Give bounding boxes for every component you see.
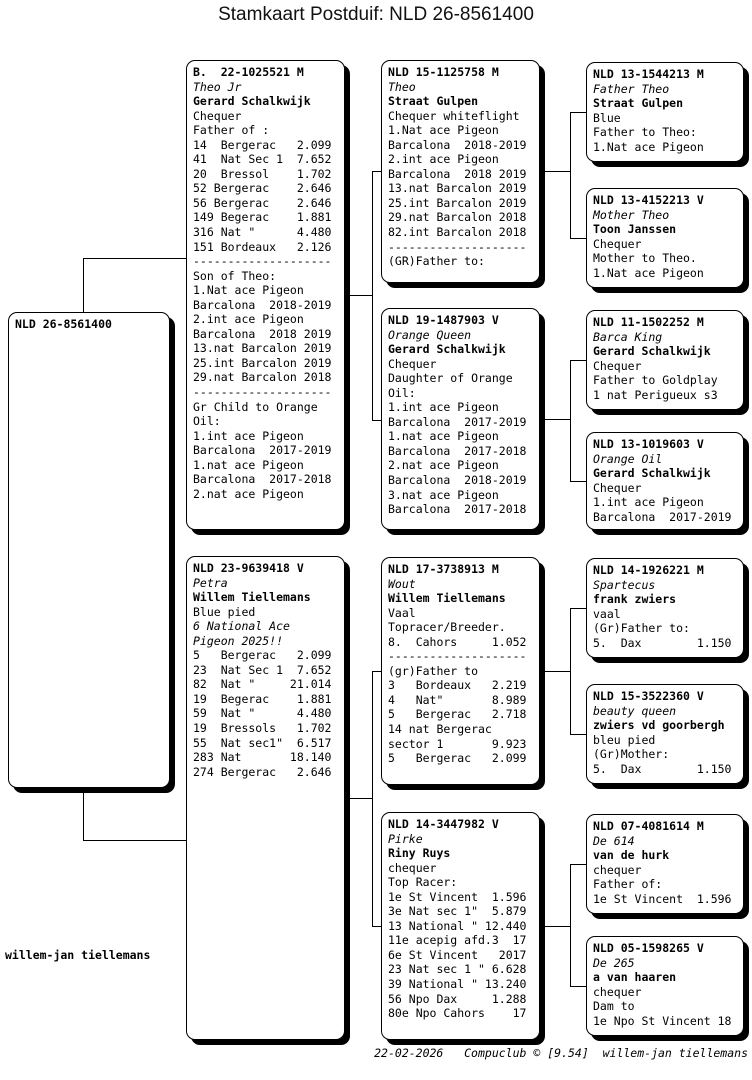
pedigree-line: Top Racer: (388, 875, 458, 890)
pedigree-box-gg8 (586, 936, 744, 1036)
pedigree-line: Barcalona 2017-2018 (388, 502, 527, 517)
pedigree-line: 80e Npo Cahors 17 (388, 1006, 527, 1021)
pedigree-line: 82 Nat " 21.014 (193, 677, 332, 692)
pedigree-line: Barcalona 2018-2019 (388, 473, 527, 488)
pedigree-line: Father Theo (593, 81, 670, 96)
pedigree-line: 39 National " 13.240 (388, 977, 527, 992)
pedigree-line: Vaal (388, 605, 416, 620)
pedigree-line: Chequer (388, 356, 437, 371)
pedigree-line: Chequer (193, 108, 242, 123)
pedigree-line: -------------------- (193, 385, 332, 400)
pedigree-line: Chequer whiteflight (388, 108, 520, 123)
pedigree-line: beauty queen (593, 703, 677, 718)
connector-line (570, 734, 586, 735)
pedigree-line: (GR)Father to: (388, 254, 485, 269)
pedigree-line: 20 Bressol 1.702 (193, 166, 332, 181)
connector-line (372, 926, 381, 927)
pedigree-line: NLD 14-3447982 V (388, 817, 499, 831)
pedigree-line: NLD 17-3738913 M (388, 562, 499, 576)
pedigree-line: Straat Gulpen (388, 94, 479, 109)
pedigree-line: 41 Nat Sec 1 7.652 (193, 152, 332, 167)
connector-line (83, 258, 84, 314)
connector-line (570, 864, 586, 865)
pedigree-line: 1.int ace Pigeon (593, 495, 704, 510)
pedigree-line: 1.Nat ace Pigeon (193, 283, 304, 298)
pedigree-line: Father of: (593, 877, 663, 892)
pedigree-line: 1.nat ace Pigeon (388, 429, 499, 444)
pedigree-line: NLD 26-8561400 (15, 317, 112, 331)
pedigree-line: 2.nat ace Pigeon (193, 486, 304, 501)
pedigree-line: 19 Bressols 1.702 (193, 721, 332, 736)
pedigree-box-gg1 (586, 62, 744, 162)
pedigree-line: NLD 23-9639418 V (193, 561, 304, 575)
pedigree-line: 56 Bergerac 2.646 (193, 195, 332, 210)
connector-line (570, 112, 586, 113)
pedigree-line: Barca King (593, 329, 663, 344)
connector-line (372, 671, 373, 927)
connector-line (570, 481, 586, 482)
pedigree-line: Pirke (388, 831, 423, 846)
pedigree-line: Spartecus (593, 577, 656, 592)
pedigree-line: a van haaren (593, 970, 677, 985)
pedigree-line: 25.int Barcalon 2019 (193, 355, 332, 370)
pedigree-line: Dam to (593, 999, 635, 1014)
connector-line (83, 258, 186, 259)
pedigree-line: 19 Begerac 1.881 (193, 691, 332, 706)
pedigree-line: Orange Queen (388, 327, 472, 342)
pedigree-line: 14 nat Bergerac (388, 722, 492, 737)
pedigree-line: 6 National Ace (193, 619, 290, 634)
pedigree-line: Gerard Schalkwijk (193, 94, 311, 109)
pedigree-line: 2.int ace Pigeon (193, 312, 304, 327)
pedigree-line: Gerard Schalkwijk (593, 466, 711, 481)
pedigree-box-mgm (381, 812, 540, 1040)
pedigree-line: Chequer (593, 358, 642, 373)
pedigree-line: bleu pied (593, 732, 656, 747)
pedigree-line: 5 Bergerac 2.718 (388, 707, 527, 722)
pedigree-line: 5 Bergerac 2.099 (388, 751, 527, 766)
pedigree-line: Gerard Schalkwijk (388, 342, 506, 357)
pedigree-line: -------------------- (193, 254, 332, 269)
connector-line (570, 360, 586, 361)
pedigree-line: Barcalona 2017-2019 (388, 414, 527, 429)
pedigree-line: 5. Dax 1.150 (593, 635, 732, 650)
pedigree-line: Barcalona 2018-2019 (193, 297, 332, 312)
connector-line (345, 295, 372, 296)
pedigree-line: Chequer (593, 480, 642, 495)
pedigree-line: 59 Nat " 4.480 (193, 706, 332, 721)
pedigree-box-gg2 (586, 188, 744, 288)
pedigree-line: 274 Bergerac 2.646 (193, 764, 332, 779)
connector-line (570, 864, 571, 987)
pedigree-line: 13.nat Barcalon 2019 (193, 341, 332, 356)
pedigree-line: NLD 19-1487903 V (388, 313, 499, 327)
pedigree-line: 82.int Barcalon 2018 (388, 225, 527, 240)
pedigree-line: (Gr)Father to: (593, 621, 690, 636)
pedigree-box-gg5 (586, 558, 744, 658)
pedigree-line: 23 Nat Sec 1 7.652 (193, 662, 332, 677)
pedigree-line: vaal (593, 606, 621, 621)
connector-line (372, 671, 381, 672)
pedigree-box-pgm (381, 308, 540, 530)
pedigree-line: 1.int ace Pigeon (193, 428, 304, 443)
pedigree-line: Petra (193, 575, 228, 590)
pedigree-line: (gr)Father to (388, 663, 479, 678)
pedigree-line: 14 Bergerac 2.099 (193, 137, 332, 152)
pedigree-line: Barcalona 2017-2019 (193, 443, 332, 458)
pedigree-line: 1e St Vincent 1.596 (388, 889, 527, 904)
owner-note: willem-jan tiellemans (5, 948, 151, 962)
pedigree-line: 25.int Barcalon 2019 (388, 195, 527, 210)
pedigree-line: 11e acepig afd.3 17 (388, 933, 527, 948)
connector-line (570, 608, 586, 609)
pedigree-line: 8. Cahors 1.052 (388, 634, 527, 649)
connector-line (540, 926, 570, 927)
pedigree-line: 4 Nat" 8.989 (388, 692, 527, 707)
pedigree-line: Barcalona 2017-2018 (388, 443, 527, 458)
pedigree-line: Riny Ruys (388, 846, 451, 861)
connector-line (83, 840, 186, 841)
pedigree-line: 1e St Vincent 1.596 (593, 891, 732, 906)
pedigree-line: 1.Nat ace Pigeon (593, 265, 704, 280)
pedigree-line: Pigeon 2025!! (193, 633, 284, 648)
pedigree-line: NLD 13-1544213 M (593, 67, 704, 81)
pedigree-line: Theo Jr (193, 79, 242, 94)
pedigree-line: 151 Bordeaux 2.126 (193, 239, 332, 254)
pedigree-line: Willem Tiellemans (193, 590, 311, 605)
pedigree-line: 6e St Vincent 2017 (388, 947, 527, 962)
pedigree-line: 56 Npo Dax 1.288 (388, 991, 527, 1006)
pedigree-line: 1.Nat ace Pigeon (388, 123, 499, 138)
connector-line (570, 608, 571, 735)
pedigree-line: Chequer (593, 236, 642, 251)
pedigree-line: 316 Nat " 4.480 (193, 225, 332, 240)
pedigree-line: NLD 13-4152213 V (593, 193, 704, 207)
pedigree-line: 52 Bergerac 2.646 (193, 181, 332, 196)
pedigree-line: 3e Nat sec 1" 5.879 (388, 904, 527, 919)
footer-credit: 22-02-2026 Compuclub © [9.54] willem-jan tiellemans (374, 1046, 748, 1060)
pedigree-line: NLD 15-1125758 M (388, 65, 499, 79)
pedigree-line: Gr Child to Orange (193, 399, 318, 414)
pedigree-line: 1 nat Perigueux s3 (593, 387, 718, 402)
pedigree-line: Willem Tiellemans (388, 591, 506, 606)
pedigree-line: 149 Begerac 1.881 (193, 210, 332, 225)
connector-line (570, 238, 586, 239)
pedigree-box-mgf (381, 557, 540, 785)
pedigree-line: (Gr)Mother: (593, 747, 670, 762)
connector-line (372, 171, 381, 172)
pedigree-line: NLD 11-1502252 M (593, 315, 704, 329)
pedigree-line: 55 Nat sec1" 6.517 (193, 735, 332, 750)
pedigree-line: Barcalona 2018 2019 (388, 166, 527, 181)
connector-line (540, 171, 570, 172)
pedigree-line: 23 Nat sec 1 " 6.628 (388, 962, 527, 977)
pedigree-line: 2.int ace Pigeon (388, 152, 499, 167)
pedigree-line: Barcalona 2017-2019 (593, 509, 732, 524)
pedigree-line: 283 Nat 18.140 (193, 750, 332, 765)
pedigree-line: Daughter of Orange (388, 371, 513, 386)
pedigree-line: -------------------- (388, 649, 527, 664)
pedigree-line: Mother Theo (593, 207, 670, 222)
pedigree-line: Father to Goldplay (593, 373, 718, 388)
connector-line (372, 420, 381, 421)
connector-line (83, 788, 84, 841)
pedigree-line: Barcalona 2018-2019 (388, 137, 527, 152)
pedigree-line: 3.nat ace Pigeon (388, 487, 499, 502)
pedigree-line: Oil: (193, 414, 221, 429)
pedigree-box-gg6 (586, 684, 744, 784)
pedigree-line: NLD 05-1598265 V (593, 941, 704, 955)
pedigree-line: chequer (593, 862, 642, 877)
pedigree-line: 2.nat ace Pigeon (388, 458, 499, 473)
pedigree-line: frank zwiers (593, 592, 677, 607)
pedigree-line: 29.nat Barcalon 2018 (388, 210, 527, 225)
pedigree-line: Oil: (388, 385, 416, 400)
pedigree-line: 13.nat Barcalon 2019 (388, 181, 527, 196)
pedigree-box-gg4 (586, 432, 744, 530)
pedigree-line: van de hurk (593, 848, 670, 863)
page-title: Stamkaart Postduif: NLD 26-8561400 (218, 4, 534, 25)
pedigree-line: De 265 (593, 955, 635, 970)
pedigree-line: 1.int ace Pigeon (388, 400, 499, 415)
connector-line (540, 671, 570, 672)
connector-line (540, 419, 570, 420)
pedigree-line: chequer (388, 860, 437, 875)
pedigree-line: Gerard Schalkwijk (593, 344, 711, 359)
pedigree-line: NLD 13-1019603 V (593, 437, 704, 451)
pedigree-line: Toon Janssen (593, 222, 677, 237)
pedigree-line: NLD 14-1926221 M (593, 563, 704, 577)
pedigree-line: Topracer/Breeder. (388, 620, 506, 635)
pedigree-line: 1.nat ace Pigeon (193, 457, 304, 472)
pedigree-box-gg7 (586, 814, 744, 914)
connector-line (570, 112, 571, 239)
pedigree-line: Blue pied (193, 604, 256, 619)
pedigree-line: 3 Bordeaux 2.219 (388, 678, 527, 693)
pedigree-box-pgf (381, 60, 540, 283)
pedigree-line: Straat Gulpen (593, 96, 684, 111)
pedigree-box-dam (186, 556, 345, 1040)
pedigree-line: NLD 07-4081614 M (593, 819, 704, 833)
pedigree-line: 13 National " 12.440 (388, 918, 527, 933)
pedigree-line: Father of : (193, 123, 270, 138)
pedigree-line: Barcalona 2017-2018 (193, 472, 332, 487)
pedigree-line: B. 22-1025521 M (193, 65, 304, 79)
pedigree-box-gg3 (586, 310, 744, 410)
pedigree-line: 1.Nat ace Pigeon (593, 139, 704, 154)
pedigree-line: 1e Npo St Vincent 18 (593, 1013, 732, 1028)
pedigree-line: Theo (388, 79, 416, 94)
connector-line (372, 171, 373, 421)
pedigree-line: Mother to Theo. (593, 251, 697, 266)
pedigree-line: zwiers vd goorbergh (593, 718, 725, 733)
pedigree-line: -------------------- (388, 239, 527, 254)
pedigree-line: chequer (593, 984, 642, 999)
pedigree-line: 29.nat Barcalon 2018 (193, 370, 332, 385)
pedigree-line: Blue (593, 110, 621, 125)
pedigree-line: Barcalona 2018 2019 (193, 326, 332, 341)
pedigree-line: Orange Oil (593, 451, 663, 466)
pedigree-line: NLD 15-3522360 V (593, 689, 704, 703)
pedigree-box-subject (8, 312, 170, 788)
pedigree-line: Son of Theo: (193, 268, 277, 283)
pedigree-line: Father to Theo: (593, 125, 697, 140)
pedigree-line: Wout (388, 576, 416, 591)
pedigree-line: 5. Dax 1.150 (593, 761, 732, 776)
connector-line (570, 360, 571, 482)
pedigree-line: De 614 (593, 833, 635, 848)
pedigree-line: sector 1 9.923 (388, 736, 527, 751)
pedigree-line: 5 Bergerac 2.099 (193, 648, 332, 663)
connector-line (570, 986, 586, 987)
pedigree-box-sire (186, 60, 345, 530)
connector-line (345, 798, 372, 799)
